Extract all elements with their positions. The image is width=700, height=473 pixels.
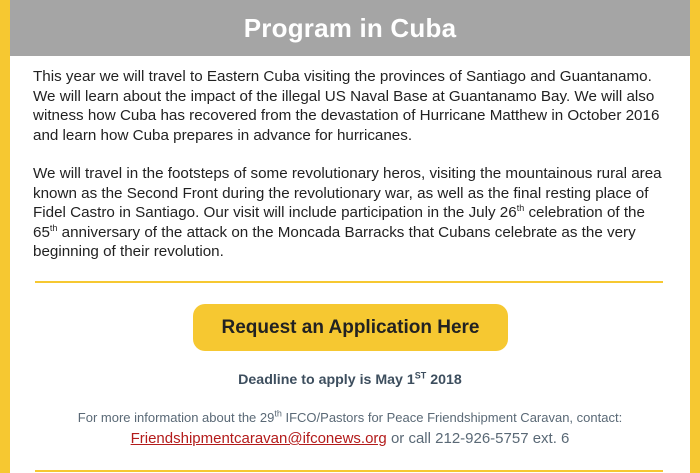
intro-paragraph: This year we will travel to Eastern Cuba visiting the provinces of Santiago and Guantanamo. We will learn about the impact of the illegal US Naval Base at Guantanamo Bay. We will also witness how Cuba has recovered from the devastation of Hurricane Matthew in October 2016 and learn how Cuba prepares in advance for hurricanes. bbox=[33, 68, 660, 144]
contact-email-link[interactable]: Friendshipmentcaravan@ifconews.org bbox=[130, 430, 387, 447]
deadline-ordinal: ST bbox=[414, 370, 427, 381]
itinerary-text-part2: celebration of the 65 bbox=[33, 204, 645, 241]
itinerary-text-part3: anniversary of the attack on the Moncada Barracks that Cubans celebrate as the very beginning of their revolution. bbox=[33, 223, 636, 260]
deadline-prefix: Deadline to apply is May 1 bbox=[238, 372, 415, 388]
contact-phone-text: or call 212-926-5757 ext. 6 bbox=[386, 430, 570, 447]
more-info-ordinal: th bbox=[274, 408, 282, 419]
more-info-text bbox=[10, 410, 690, 425]
request-application-button[interactable]: Request an Application Here bbox=[193, 304, 508, 351]
divider-line bbox=[35, 281, 663, 283]
deadline-text bbox=[10, 372, 690, 388]
deadline-year: 2018 bbox=[426, 372, 462, 388]
section-title: Program in Cuba bbox=[243, 12, 457, 43]
itinerary-text-part1: We will travel in the footsteps of some revolutionary heros, visiting the mountainous rural area known as the Second Front during the revolutionary war, as well as the final resting place of Fidel Castro in Santiago. Our visit will include participation in the July 26 bbox=[33, 165, 662, 221]
more-info-prefix: For more information about the 29 bbox=[77, 410, 275, 425]
divider-line bbox=[35, 470, 663, 472]
ordinal-suffix: th bbox=[49, 222, 58, 233]
contact-line bbox=[10, 430, 690, 447]
newsletter-section bbox=[10, 0, 690, 473]
more-info-suffix: IFCO/Pastors for Peace Friendshipment Caravan, contact: bbox=[281, 410, 623, 425]
ordinal-suffix: th bbox=[516, 202, 525, 213]
section-header bbox=[10, 0, 690, 56]
itinerary-paragraph bbox=[33, 164, 673, 262]
